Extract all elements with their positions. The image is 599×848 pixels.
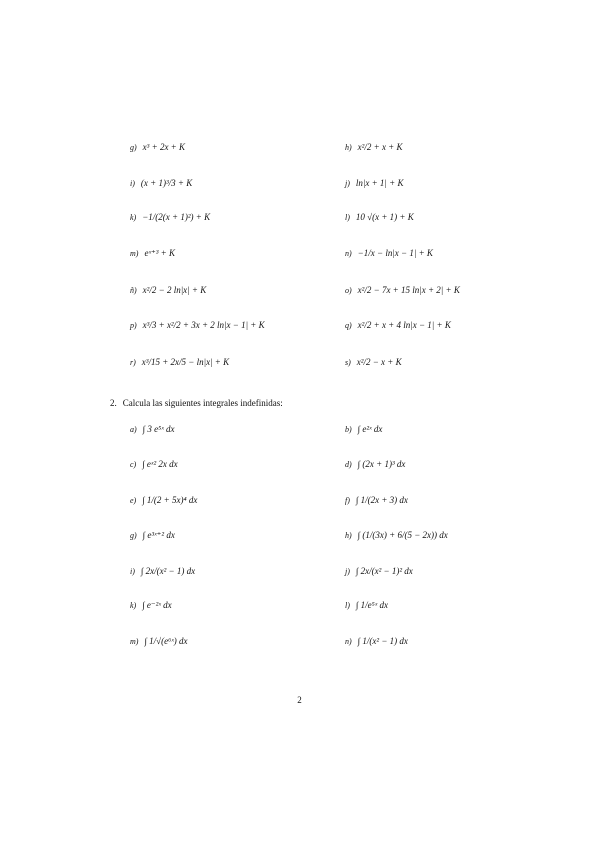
exercise-d xyxy=(345,459,405,469)
answer-q xyxy=(345,320,451,330)
answer-s xyxy=(345,357,402,367)
math-expression: x³/15 + 2x/5 − ln|x| + K xyxy=(141,357,230,367)
item-label: g) xyxy=(130,142,137,152)
exercise-l xyxy=(345,600,388,610)
item-label: b) xyxy=(345,424,352,434)
item-label: n) xyxy=(345,248,352,258)
item-label: h) xyxy=(345,530,352,540)
item-label: m) xyxy=(130,636,139,646)
math-expression: 10 √(x + 1) + K xyxy=(355,212,414,222)
exercise-f xyxy=(345,495,408,505)
section-title: Calcula las siguientes integrales indefinidas: xyxy=(122,398,283,408)
math-expression: ∫ 1/e⁵ˣ dx xyxy=(355,600,389,610)
exercise-a xyxy=(130,424,175,434)
answer-l xyxy=(345,212,414,222)
item-label: p) xyxy=(130,320,137,330)
answer-r xyxy=(130,357,229,367)
math-expression: −1/x − ln|x − 1| + K xyxy=(357,248,433,258)
item-label: k) xyxy=(130,601,137,610)
exercise-n xyxy=(345,636,408,646)
math-expression: ∫ e⁻²ˣ dx xyxy=(142,600,172,610)
item-label: q) xyxy=(345,320,352,330)
answer-g xyxy=(130,142,185,152)
item-label: j) xyxy=(345,566,350,576)
math-expression: ∫ eˣ² 2x dx xyxy=(142,459,178,469)
math-expression: ∫ 2x/(x² − 1) dx xyxy=(140,566,196,576)
exercise-k xyxy=(130,600,172,611)
answer-m xyxy=(130,248,175,259)
item-label: o) xyxy=(345,285,352,295)
math-expression: ∫ 1/(2x + 3) dx xyxy=(355,495,408,505)
item-label: r) xyxy=(130,357,136,367)
math-expression: ∫ e²ˣ dx xyxy=(357,424,383,434)
item-label: n) xyxy=(345,636,352,646)
math-expression: x²/2 − x + K xyxy=(356,357,402,367)
page-number: 2 xyxy=(297,695,302,705)
item-label: c) xyxy=(130,459,137,469)
math-expression: x²/2 − 2 ln|x| + K xyxy=(142,285,207,295)
answer-h xyxy=(345,142,403,152)
exercise-i xyxy=(130,566,195,576)
math-expression: ∫ 1/(x² − 1) dx xyxy=(357,636,408,646)
item-label: f) xyxy=(345,495,350,505)
item-label: h) xyxy=(345,142,352,152)
item-label: e) xyxy=(130,495,137,505)
item-label: a) xyxy=(130,424,137,434)
math-expression: ∫ 2x/(x² − 1)² dx xyxy=(355,566,413,576)
item-label: l) xyxy=(345,212,350,222)
section-number: 2. xyxy=(110,398,117,408)
exercise-m xyxy=(130,636,188,646)
item-label: i) xyxy=(130,178,135,188)
item-label: k) xyxy=(130,212,137,222)
exercise-h xyxy=(345,530,448,540)
math-expression: ∫ 1/(2 + 5x)⁴ dx xyxy=(142,495,198,505)
math-expression: x³ + 2x + K xyxy=(142,142,186,152)
answer-i xyxy=(130,178,192,188)
math-expression: ∫ (1/(3x) + 6/(5 − 2x)) dx xyxy=(357,530,448,540)
item-label: j) xyxy=(345,178,350,188)
item-label: s) xyxy=(345,357,351,367)
answer-n-tilde xyxy=(130,285,206,295)
exercise-g xyxy=(130,530,175,541)
item-label: d) xyxy=(345,459,352,469)
item-label: l) xyxy=(345,600,350,610)
item-label: m) xyxy=(130,249,139,258)
item-label: g) xyxy=(130,531,137,540)
math-expression: x²/2 + x + 4 ln|x − 1| + K xyxy=(357,320,451,330)
answer-p xyxy=(130,320,265,330)
math-expression: −1/(2(x + 1)²) + K xyxy=(142,212,211,222)
exercise-c xyxy=(130,459,178,469)
math-expression: ∫ 1/√(e⁶ˣ) dx xyxy=(144,636,188,646)
math-expression: ∫ 3 e⁵ˣ dx xyxy=(142,424,175,434)
math-expression: ∫ (2x + 1)³ dx xyxy=(357,459,406,469)
math-expression: (x + 1)³/3 + K xyxy=(140,178,193,188)
answer-o xyxy=(345,285,460,295)
exercise-b xyxy=(345,424,382,434)
math-expression: ln|x + 1| + K xyxy=(355,178,404,188)
answer-j xyxy=(345,178,403,188)
answer-k xyxy=(130,212,210,222)
item-label: ñ) xyxy=(130,285,137,295)
math-expression: x²/2 + x + K xyxy=(357,142,403,152)
math-expression: eˣ⁺³ + K xyxy=(144,248,176,258)
exercise-j xyxy=(345,566,413,576)
math-expression: x²/2 − 7x + 15 ln|x + 2| + K xyxy=(357,285,460,295)
item-label: i) xyxy=(130,566,135,576)
exercise-e xyxy=(130,495,197,505)
section-heading xyxy=(110,398,283,408)
math-expression: x³/3 + x²/2 + 3x + 2 ln|x − 1| + K xyxy=(142,320,265,330)
answer-n xyxy=(345,248,433,258)
math-expression: ∫ e³ˣ⁺² dx xyxy=(142,530,175,540)
